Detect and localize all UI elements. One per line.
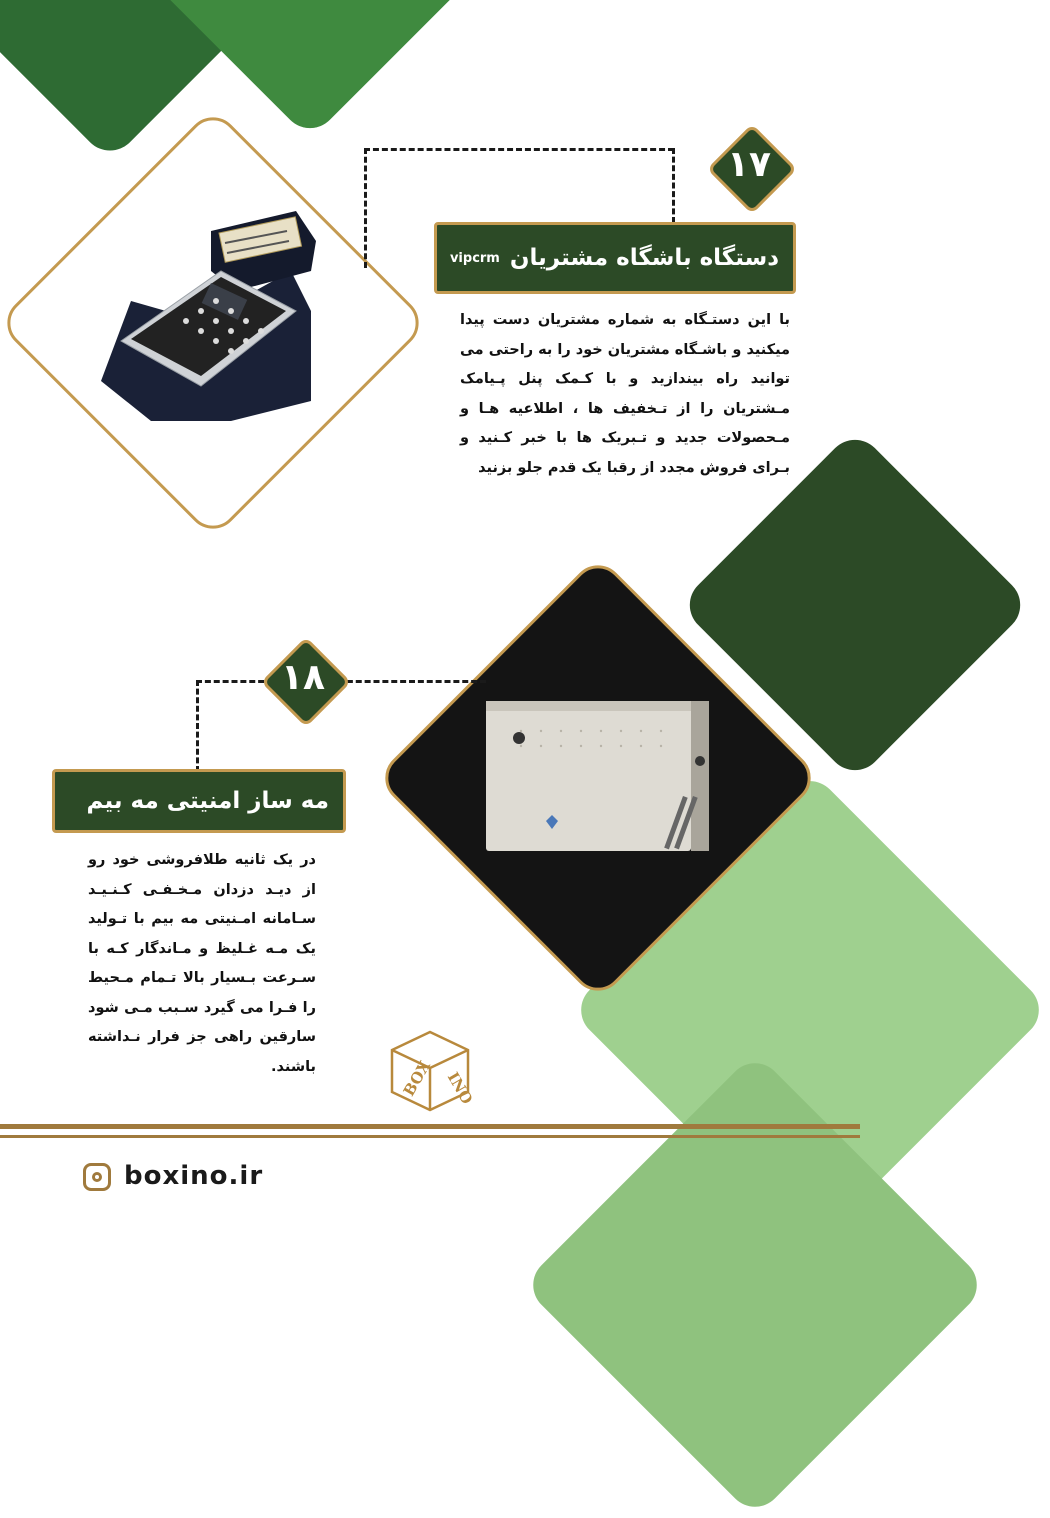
- description-18: در یک ثانیه طلافروشی خود رو از دیـد دزدان مـخـفـی کـنـیـد سـامانه امـنیتی مه بیم با تـولید یک مـه غـلیظ و مـاندگار کـه با سـرعت بـسیار بالا تـمام مـحیط را فـرا می گیرد سـبب مـی شود سارقین راهی جز فرار نـداشته باشند.: [88, 852, 316, 1075]
- connector-line-17-right: [672, 148, 675, 223]
- connector-line-18-left: [196, 680, 199, 772]
- title-latin-17: vipcrm: [449, 250, 500, 266]
- svg-text:BOX: BOX: [399, 1057, 435, 1100]
- vipcrm-device-image: [61, 171, 361, 471]
- title-box-17: [434, 222, 796, 294]
- connector-line-17-left: [364, 148, 367, 268]
- title-box-18: [52, 769, 346, 833]
- fog-machine-image: [441, 621, 751, 931]
- website-link[interactable]: boxino.ir: [124, 1161, 264, 1191]
- boxino-logo: [388, 1028, 477, 1114]
- title-17: دستگاه باشگاه مشتریان: [509, 245, 779, 271]
- number-17: ۱۷: [727, 144, 771, 185]
- instagram-icon[interactable]: [83, 1163, 111, 1191]
- number-18: ۱۸: [281, 657, 325, 698]
- description-17: با این دستـگاه به شماره مشتریان دست پیدا میکنید و باشـگاه مشتریان خود را به راحتی می توانید راه بیندازید و با کـمک پنل پـیامک مـشتریان را از تـخفیف ها ، اطلاعیه هـا و مـحصولات جدید و تـبریک ها با خبر کـنید و بـرای فروش مجدد از رقبا یک قدم جلو بزنید: [460, 312, 790, 476]
- svg-text:INO: INO: [443, 1069, 477, 1108]
- footer-line-top: [0, 1124, 860, 1129]
- footer-line-bottom: [0, 1135, 860, 1138]
- connector-line-17: [364, 148, 674, 151]
- title-18: مه ساز امنیتی مه بیم: [86, 788, 329, 814]
